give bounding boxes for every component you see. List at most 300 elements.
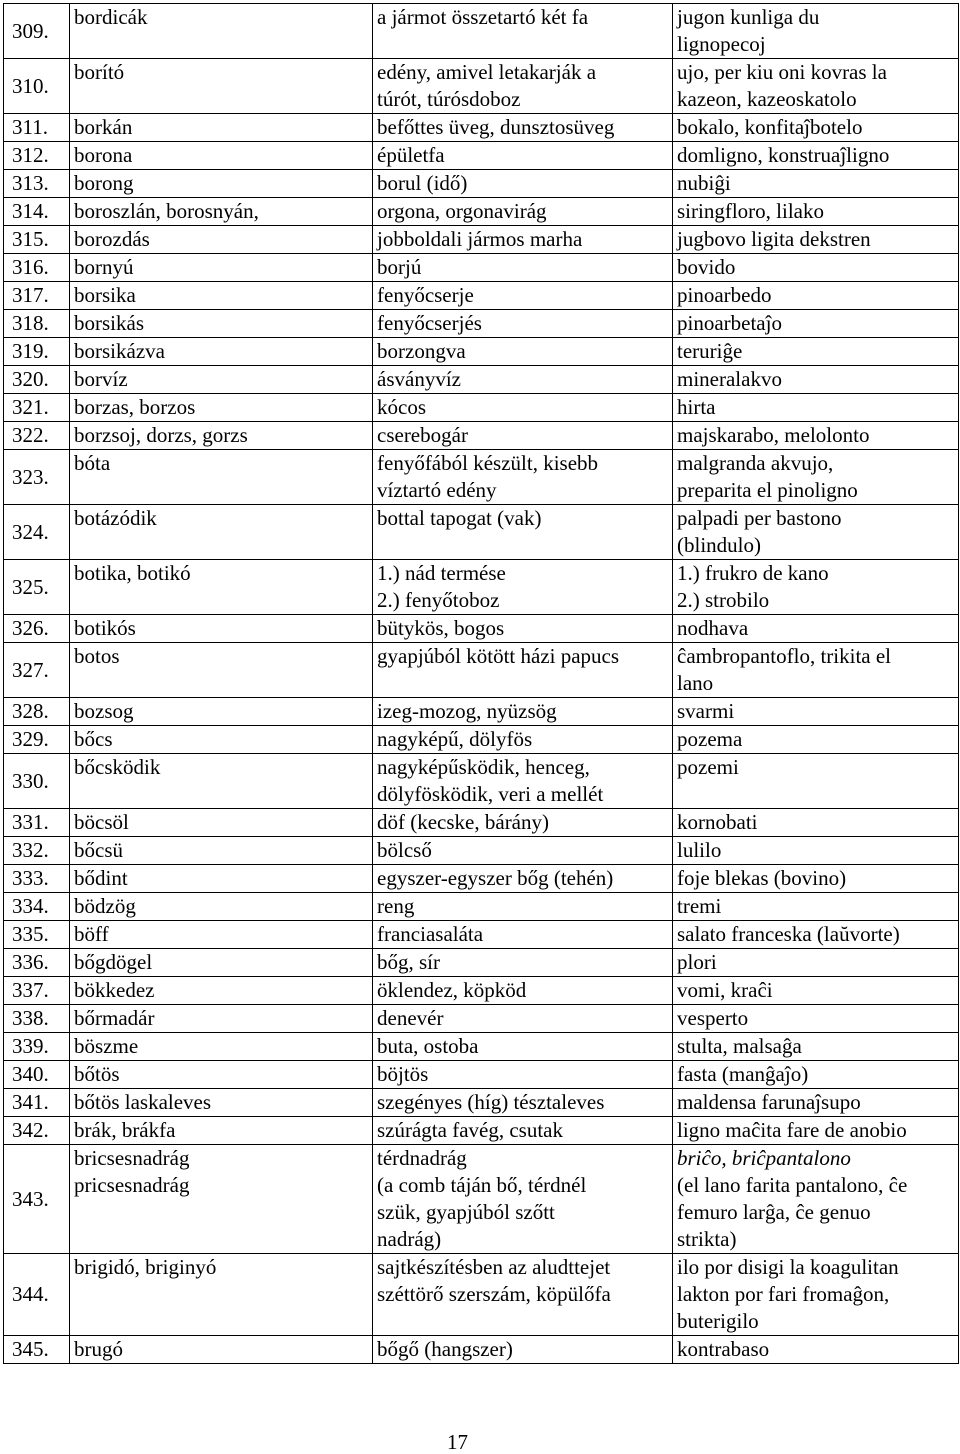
table-row <box>4 338 959 366</box>
hungarian-definition-line: edény, amivel letakarják a <box>377 60 597 84</box>
hungarian-definition-line: böjtös <box>377 1062 429 1086</box>
table-row <box>4 310 959 338</box>
esperanto-translation-line: siringfloro, lilako <box>677 199 824 223</box>
hungarian-definition-cell <box>373 1089 673 1117</box>
table-row <box>4 698 959 726</box>
table-row <box>4 198 959 226</box>
entry-number: 321. <box>4 394 70 422</box>
table-row <box>4 282 959 310</box>
hungarian-definition-line: a jármot összetartó két fa <box>377 5 589 29</box>
entry-number: 343. <box>4 1145 70 1254</box>
esperanto-translation-line: lulilo <box>677 838 722 862</box>
entry-number: 327. <box>4 643 70 698</box>
entry-number: 336. <box>4 949 70 977</box>
esperanto-translation-cell <box>673 726 959 754</box>
esperanto-translation-line: ujo, per kiu oni kovras la <box>677 60 887 84</box>
entry-number: 326. <box>4 615 70 643</box>
hungarian-definition-line: jobboldali jármos marha <box>377 227 583 251</box>
hungarian-definition-cell <box>373 282 673 310</box>
esperanto-translation-cell <box>673 366 959 394</box>
hungarian-definition-cell <box>373 422 673 450</box>
table-row <box>4 560 959 615</box>
hungarian-definition-cell <box>373 338 673 366</box>
hungarian-definition-cell <box>373 1145 673 1254</box>
hungarian-term-line: bőtös <box>74 1062 120 1086</box>
esperanto-translation-line: domligno, konstruaĵligno <box>677 143 890 167</box>
esperanto-translation-line: (blindulo) <box>677 533 761 557</box>
table-row <box>4 142 959 170</box>
esperanto-translation-cell <box>673 422 959 450</box>
hungarian-definition-line: fenyőcserjés <box>377 311 482 335</box>
esperanto-translation-cell <box>673 754 959 809</box>
hungarian-definition-cell <box>373 949 673 977</box>
hungarian-definition-cell <box>373 198 673 226</box>
hungarian-definition-cell <box>373 726 673 754</box>
hungarian-definition-line: 1.) nád termése <box>377 561 506 585</box>
hungarian-term-cell <box>70 643 373 698</box>
hungarian-term-line: bornyú <box>74 255 134 279</box>
esperanto-translation-cell <box>673 254 959 282</box>
hungarian-definition-line: térdnadrág <box>377 1146 467 1170</box>
esperanto-translation-line: palpadi per bastono <box>677 506 842 530</box>
esperanto-translation-line: vesperto <box>677 1006 749 1030</box>
hungarian-definition-cell <box>373 170 673 198</box>
hungarian-term-cell <box>70 505 373 560</box>
entry-number: 317. <box>4 282 70 310</box>
table-row <box>4 254 959 282</box>
hungarian-term-cell <box>70 615 373 643</box>
esperanto-translation-cell <box>673 282 959 310</box>
esperanto-translation-line: briĉo, briĉpantalono <box>677 1146 851 1170</box>
hungarian-definition-cell <box>373 114 673 142</box>
hungarian-term-cell <box>70 726 373 754</box>
esperanto-translation-line: mineralakvo <box>677 367 782 391</box>
hungarian-definition-line: (a comb táján bő, térdnél <box>377 1173 587 1197</box>
hungarian-term-cell <box>70 59 373 114</box>
esperanto-translation-line: nodhava <box>677 616 749 640</box>
table-row <box>4 226 959 254</box>
hungarian-definition-line: szegényes (híg) tésztaleves <box>377 1090 605 1114</box>
table-row <box>4 977 959 1005</box>
hungarian-definition-line: széttörő szerszám, köpülőfa <box>377 1282 611 1306</box>
entry-number: 331. <box>4 809 70 837</box>
esperanto-translation-line: femuro larĝa, ĉe genuo <box>677 1200 871 1224</box>
entry-number: 325. <box>4 560 70 615</box>
entry-number: 328. <box>4 698 70 726</box>
esperanto-translation-line: svarmi <box>677 699 735 723</box>
esperanto-translation-cell <box>673 949 959 977</box>
hungarian-term-cell <box>70 1254 373 1336</box>
table-row <box>4 505 959 560</box>
hungarian-definition-line: bottal tapogat (vak) <box>377 506 542 530</box>
entry-number: 332. <box>4 837 70 865</box>
entry-number: 314. <box>4 198 70 226</box>
hungarian-definition-line: borul (idő) <box>377 171 468 195</box>
hungarian-term-cell <box>70 310 373 338</box>
esperanto-translation-cell <box>673 1089 959 1117</box>
hungarian-definition-cell <box>373 643 673 698</box>
entry-number: 320. <box>4 366 70 394</box>
esperanto-translation-cell <box>673 170 959 198</box>
hungarian-term-line: borong <box>74 171 134 195</box>
esperanto-translation-cell <box>673 921 959 949</box>
entry-number: 335. <box>4 921 70 949</box>
hungarian-definition-line: franciasaláta <box>377 922 484 946</box>
table-row <box>4 865 959 893</box>
hungarian-term-line: bozsog <box>74 699 134 723</box>
hungarian-term-line: pricsesnadrág <box>74 1173 190 1197</box>
hungarian-term-line: bökkedez <box>74 978 155 1002</box>
hungarian-definition-cell <box>373 1336 673 1364</box>
hungarian-definition-cell <box>373 560 673 615</box>
entry-number: 323. <box>4 450 70 505</box>
hungarian-definition-cell <box>373 450 673 505</box>
table-row <box>4 394 959 422</box>
hungarian-term-cell <box>70 422 373 450</box>
esperanto-translation-cell <box>673 1336 959 1364</box>
hungarian-term-line: böcsöl <box>74 810 129 834</box>
esperanto-translation-cell <box>673 1145 959 1254</box>
hungarian-definition-cell <box>373 226 673 254</box>
hungarian-definition-line: döf (kecske, bárány) <box>377 810 549 834</box>
esperanto-translation-cell <box>673 865 959 893</box>
hungarian-term-line: brigidó, briginyó <box>74 1255 217 1279</box>
esperanto-translation-line: malgranda akvujo, <box>677 451 834 475</box>
hungarian-term-line: bőgdögel <box>74 950 153 974</box>
hungarian-definition-line: bőg, sír <box>377 950 440 974</box>
page-number: 17 <box>447 1430 468 1454</box>
esperanto-translation-line: hirta <box>677 395 716 419</box>
hungarian-term-cell <box>70 1145 373 1254</box>
entry-number: 342. <box>4 1117 70 1145</box>
esperanto-translation-line: pozema <box>677 727 743 751</box>
hungarian-term-line: borzas, borzos <box>74 395 196 419</box>
esperanto-translation-line: strikta) <box>677 1227 737 1251</box>
hungarian-term-cell <box>70 1117 373 1145</box>
entry-number: 329. <box>4 726 70 754</box>
esperanto-translation-line: pinoarbetaĵo <box>677 311 782 335</box>
table-row <box>4 1033 959 1061</box>
esperanto-translation-cell <box>673 310 959 338</box>
hungarian-definition-cell <box>373 1005 673 1033</box>
entry-number: 344. <box>4 1254 70 1336</box>
hungarian-term-cell <box>70 1089 373 1117</box>
esperanto-translation-cell <box>673 1117 959 1145</box>
entry-number: 330. <box>4 754 70 809</box>
esperanto-translation-line: bovido <box>677 255 736 279</box>
hungarian-term-cell <box>70 893 373 921</box>
hungarian-definition-cell <box>373 921 673 949</box>
hungarian-definition-line: borjú <box>377 255 422 279</box>
hungarian-term-line: bordicák <box>74 5 148 29</box>
hungarian-definition-line: izeg-mozog, nyüzsög <box>377 699 557 723</box>
hungarian-term-cell <box>70 809 373 837</box>
entry-number: 319. <box>4 338 70 366</box>
hungarian-term-line: borkán <box>74 115 133 139</box>
hungarian-definition-cell <box>373 865 673 893</box>
hungarian-term-cell <box>70 1061 373 1089</box>
hungarian-definition-line: ásványvíz <box>377 367 461 391</box>
table-row <box>4 837 959 865</box>
table-row <box>4 366 959 394</box>
hungarian-term-line: botika, botikó <box>74 561 191 585</box>
hungarian-definition-cell <box>373 1254 673 1336</box>
table-row <box>4 170 959 198</box>
hungarian-definition-line: cserebogár <box>377 423 468 447</box>
hungarian-definition-line: buta, ostoba <box>377 1034 479 1058</box>
hungarian-term-line: böff <box>74 922 109 946</box>
table-row <box>4 754 959 809</box>
hungarian-definition-cell <box>373 142 673 170</box>
entry-number: 345. <box>4 1336 70 1364</box>
esperanto-translation-cell <box>673 59 959 114</box>
hungarian-definition-line: öklendez, köpköd <box>377 978 527 1002</box>
esperanto-translation-line: tremi <box>677 894 722 918</box>
hungarian-term-line: bőrmadár <box>74 1006 155 1030</box>
hungarian-term-line: borona <box>74 143 133 167</box>
table-row <box>4 1145 959 1254</box>
table-row <box>4 921 959 949</box>
table-row <box>4 4 959 59</box>
hungarian-term-cell <box>70 254 373 282</box>
table-row <box>4 1117 959 1145</box>
hungarian-term-cell <box>70 837 373 865</box>
entry-number: 322. <box>4 422 70 450</box>
esperanto-translation-cell <box>673 1061 959 1089</box>
hungarian-definition-cell <box>373 754 673 809</box>
hungarian-definition-line: orgona, orgonavirág <box>377 199 547 223</box>
hungarian-term-line: brák, brákfa <box>74 1118 176 1142</box>
esperanto-translation-line: kornobati <box>677 810 758 834</box>
hungarian-term-line: botikós <box>74 616 136 640</box>
esperanto-translation-line: jugon kunliga du <box>677 5 820 29</box>
hungarian-definition-line: nagyképű, dölyfös <box>377 727 533 751</box>
hungarian-term-cell <box>70 394 373 422</box>
table-row <box>4 726 959 754</box>
hungarian-term-cell <box>70 114 373 142</box>
hungarian-term-cell <box>70 754 373 809</box>
esperanto-translation-cell <box>673 505 959 560</box>
hungarian-term-cell <box>70 282 373 310</box>
esperanto-translation-cell <box>673 1033 959 1061</box>
hungarian-definition-cell <box>373 4 673 59</box>
hungarian-definition-line: túrót, túrósdoboz <box>377 87 521 111</box>
hungarian-term-line: bőcsködik <box>74 755 161 779</box>
hungarian-definition-line: nagyképűsködik, henceg, <box>377 755 590 779</box>
esperanto-translation-line: ilo por disigi la koagulitan <box>677 1255 899 1279</box>
esperanto-translation-line: buterigilo <box>677 1309 759 1333</box>
table-row <box>4 450 959 505</box>
esperanto-translation-line: majskarabo, melolonto <box>677 423 870 447</box>
esperanto-translation-cell <box>673 114 959 142</box>
hungarian-definition-line: borzongva <box>377 339 466 363</box>
table-row <box>4 1254 959 1336</box>
hungarian-term-cell <box>70 1336 373 1364</box>
table-row <box>4 114 959 142</box>
entry-number: 309. <box>4 4 70 59</box>
table-row <box>4 809 959 837</box>
esperanto-translation-line: vomi, kraĉi <box>677 978 773 1002</box>
hungarian-definition-cell <box>373 977 673 1005</box>
dictionary-table <box>3 3 959 1364</box>
hungarian-definition-line: bőgő (hangszer) <box>377 1337 513 1361</box>
esperanto-translation-line: 2.) strobilo <box>677 588 770 612</box>
hungarian-definition-line: szúrágta favég, csutak <box>377 1118 563 1142</box>
hungarian-term-cell <box>70 170 373 198</box>
hungarian-term-line: boroszlán, borosnyán, <box>74 199 259 223</box>
hungarian-term-cell <box>70 4 373 59</box>
hungarian-term-cell <box>70 338 373 366</box>
hungarian-definition-line: nadrág) <box>377 1227 442 1251</box>
esperanto-translation-cell <box>673 837 959 865</box>
hungarian-term-cell <box>70 226 373 254</box>
entry-number: 318. <box>4 310 70 338</box>
hungarian-definition-line: sajtkészítésben az aludttejet <box>377 1255 611 1279</box>
table-row <box>4 643 959 698</box>
esperanto-translation-cell <box>673 198 959 226</box>
hungarian-term-line: borsikázva <box>74 339 165 363</box>
entry-number: 337. <box>4 977 70 1005</box>
hungarian-term-line: bricsesnadrág <box>74 1146 190 1170</box>
hungarian-definition-cell <box>373 1061 673 1089</box>
entry-number: 312. <box>4 142 70 170</box>
hungarian-term-line: bőtös laskaleves <box>74 1090 212 1114</box>
entry-number: 310. <box>4 59 70 114</box>
hungarian-term-cell <box>70 560 373 615</box>
hungarian-term-cell <box>70 977 373 1005</box>
table-row <box>4 59 959 114</box>
esperanto-translation-cell <box>673 893 959 921</box>
entry-number: 333. <box>4 865 70 893</box>
hungarian-definition-line: denevér <box>377 1006 444 1030</box>
entry-number: 341. <box>4 1089 70 1117</box>
hungarian-definition-line: gyapjúból kötött házi papucs <box>377 644 620 668</box>
esperanto-translation-cell <box>673 394 959 422</box>
esperanto-translation-line: plori <box>677 950 717 974</box>
hungarian-term-line: bödzög <box>74 894 136 918</box>
hungarian-term-cell <box>70 949 373 977</box>
esperanto-translation-cell <box>673 4 959 59</box>
esperanto-translation-line: stulta, malsaĝa <box>677 1034 802 1058</box>
hungarian-definition-cell <box>373 1033 673 1061</box>
hungarian-term-line: böszme <box>74 1034 139 1058</box>
hungarian-definition-cell <box>373 505 673 560</box>
entry-number: 316. <box>4 254 70 282</box>
esperanto-translation-line: salato franceska (laŭvorte) <box>677 922 900 946</box>
hungarian-definition-cell <box>373 615 673 643</box>
esperanto-translation-line: ĉambropantoflo, trikita el <box>677 644 892 668</box>
esperanto-translation-line: bokalo, konfitaĵbotelo <box>677 115 863 139</box>
hungarian-term-cell <box>70 198 373 226</box>
esperanto-translation-line: fasta (manĝaĵo) <box>677 1062 809 1086</box>
entry-number: 315. <box>4 226 70 254</box>
table-row <box>4 615 959 643</box>
hungarian-term-cell <box>70 921 373 949</box>
hungarian-definition-line: egyszer-egyszer bőg (tehén) <box>377 866 614 890</box>
hungarian-term-line: botos <box>74 644 120 668</box>
esperanto-translation-cell <box>673 615 959 643</box>
table-row <box>4 1089 959 1117</box>
entry-number: 340. <box>4 1061 70 1089</box>
hungarian-term-cell <box>70 366 373 394</box>
esperanto-translation-line: lignopecoj <box>677 32 766 56</box>
hungarian-definition-cell <box>373 394 673 422</box>
esperanto-translation-cell <box>673 1005 959 1033</box>
esperanto-translation-line: pinoarbedo <box>677 283 772 307</box>
hungarian-definition-line: 2.) fenyőtoboz <box>377 588 500 612</box>
table-row <box>4 949 959 977</box>
entry-number: 313. <box>4 170 70 198</box>
hungarian-definition-line: fenyőcserje <box>377 283 474 307</box>
hungarian-term-line: borsikás <box>74 311 144 335</box>
table-row <box>4 893 959 921</box>
esperanto-translation-cell <box>673 142 959 170</box>
hungarian-definition-line: befőttes üveg, dunsztosüveg <box>377 115 615 139</box>
hungarian-term-cell <box>70 142 373 170</box>
entry-number: 334. <box>4 893 70 921</box>
hungarian-term-cell <box>70 865 373 893</box>
hungarian-definition-cell <box>373 59 673 114</box>
hungarian-definition-cell <box>373 366 673 394</box>
esperanto-translation-line: lano <box>677 671 714 695</box>
hungarian-term-line: botázódik <box>74 506 157 530</box>
hungarian-definition-line: kócos <box>377 395 426 419</box>
esperanto-translation-line: foje blekas (bovino) <box>677 866 847 890</box>
esperanto-translation-cell <box>673 809 959 837</box>
table-row <box>4 1061 959 1089</box>
hungarian-term-line: borozdás <box>74 227 150 251</box>
esperanto-translation-line: maldensa farunaĵsupo <box>677 1090 861 1114</box>
hungarian-term-line: bőcs <box>74 727 113 751</box>
esperanto-translation-line: preparita el pinoligno <box>677 478 858 502</box>
esperanto-translation-cell <box>673 698 959 726</box>
hungarian-definition-cell <box>373 698 673 726</box>
hungarian-term-line: borsika <box>74 283 136 307</box>
table-row <box>4 1005 959 1033</box>
hungarian-term-line: bóta <box>74 451 111 475</box>
esperanto-translation-cell <box>673 643 959 698</box>
hungarian-definition-line: szük, gyapjúból szőtt <box>377 1200 555 1224</box>
esperanto-translation-line: ligno maĉita fare de anobio <box>677 1118 907 1142</box>
hungarian-definition-line: fenyőfából készült, kisebb <box>377 451 599 475</box>
esperanto-translation-cell <box>673 560 959 615</box>
hungarian-definition-line: reng <box>377 894 415 918</box>
table-row <box>4 1336 959 1364</box>
hungarian-term-cell <box>70 450 373 505</box>
table-row <box>4 422 959 450</box>
hungarian-definition-line: bölcső <box>377 838 432 862</box>
entry-number: 339. <box>4 1033 70 1061</box>
esperanto-translation-line: (el lano farita pantalono, ĉe <box>677 1173 908 1197</box>
esperanto-translation-line: kazeon, kazeoskatolo <box>677 87 857 111</box>
esperanto-translation-cell <box>673 1254 959 1336</box>
entry-number: 338. <box>4 1005 70 1033</box>
entry-number: 311. <box>4 114 70 142</box>
dictionary-body <box>4 4 959 1364</box>
hungarian-term-line: borító <box>74 60 125 84</box>
esperanto-translation-line: nubiĝi <box>677 171 731 195</box>
hungarian-term-line: borzsoj, dorzs, gorzs <box>74 423 248 447</box>
esperanto-translation-cell <box>673 338 959 366</box>
hungarian-definition-line: épületfa <box>377 143 445 167</box>
hungarian-definition-line: dölyfösködik, veri a mellét <box>377 782 604 806</box>
hungarian-definition-cell <box>373 310 673 338</box>
esperanto-translation-line: teruriĝe <box>677 339 743 363</box>
esperanto-translation-cell <box>673 226 959 254</box>
entry-number: 324. <box>4 505 70 560</box>
hungarian-definition-cell <box>373 809 673 837</box>
hungarian-term-line: brugó <box>74 1337 123 1361</box>
